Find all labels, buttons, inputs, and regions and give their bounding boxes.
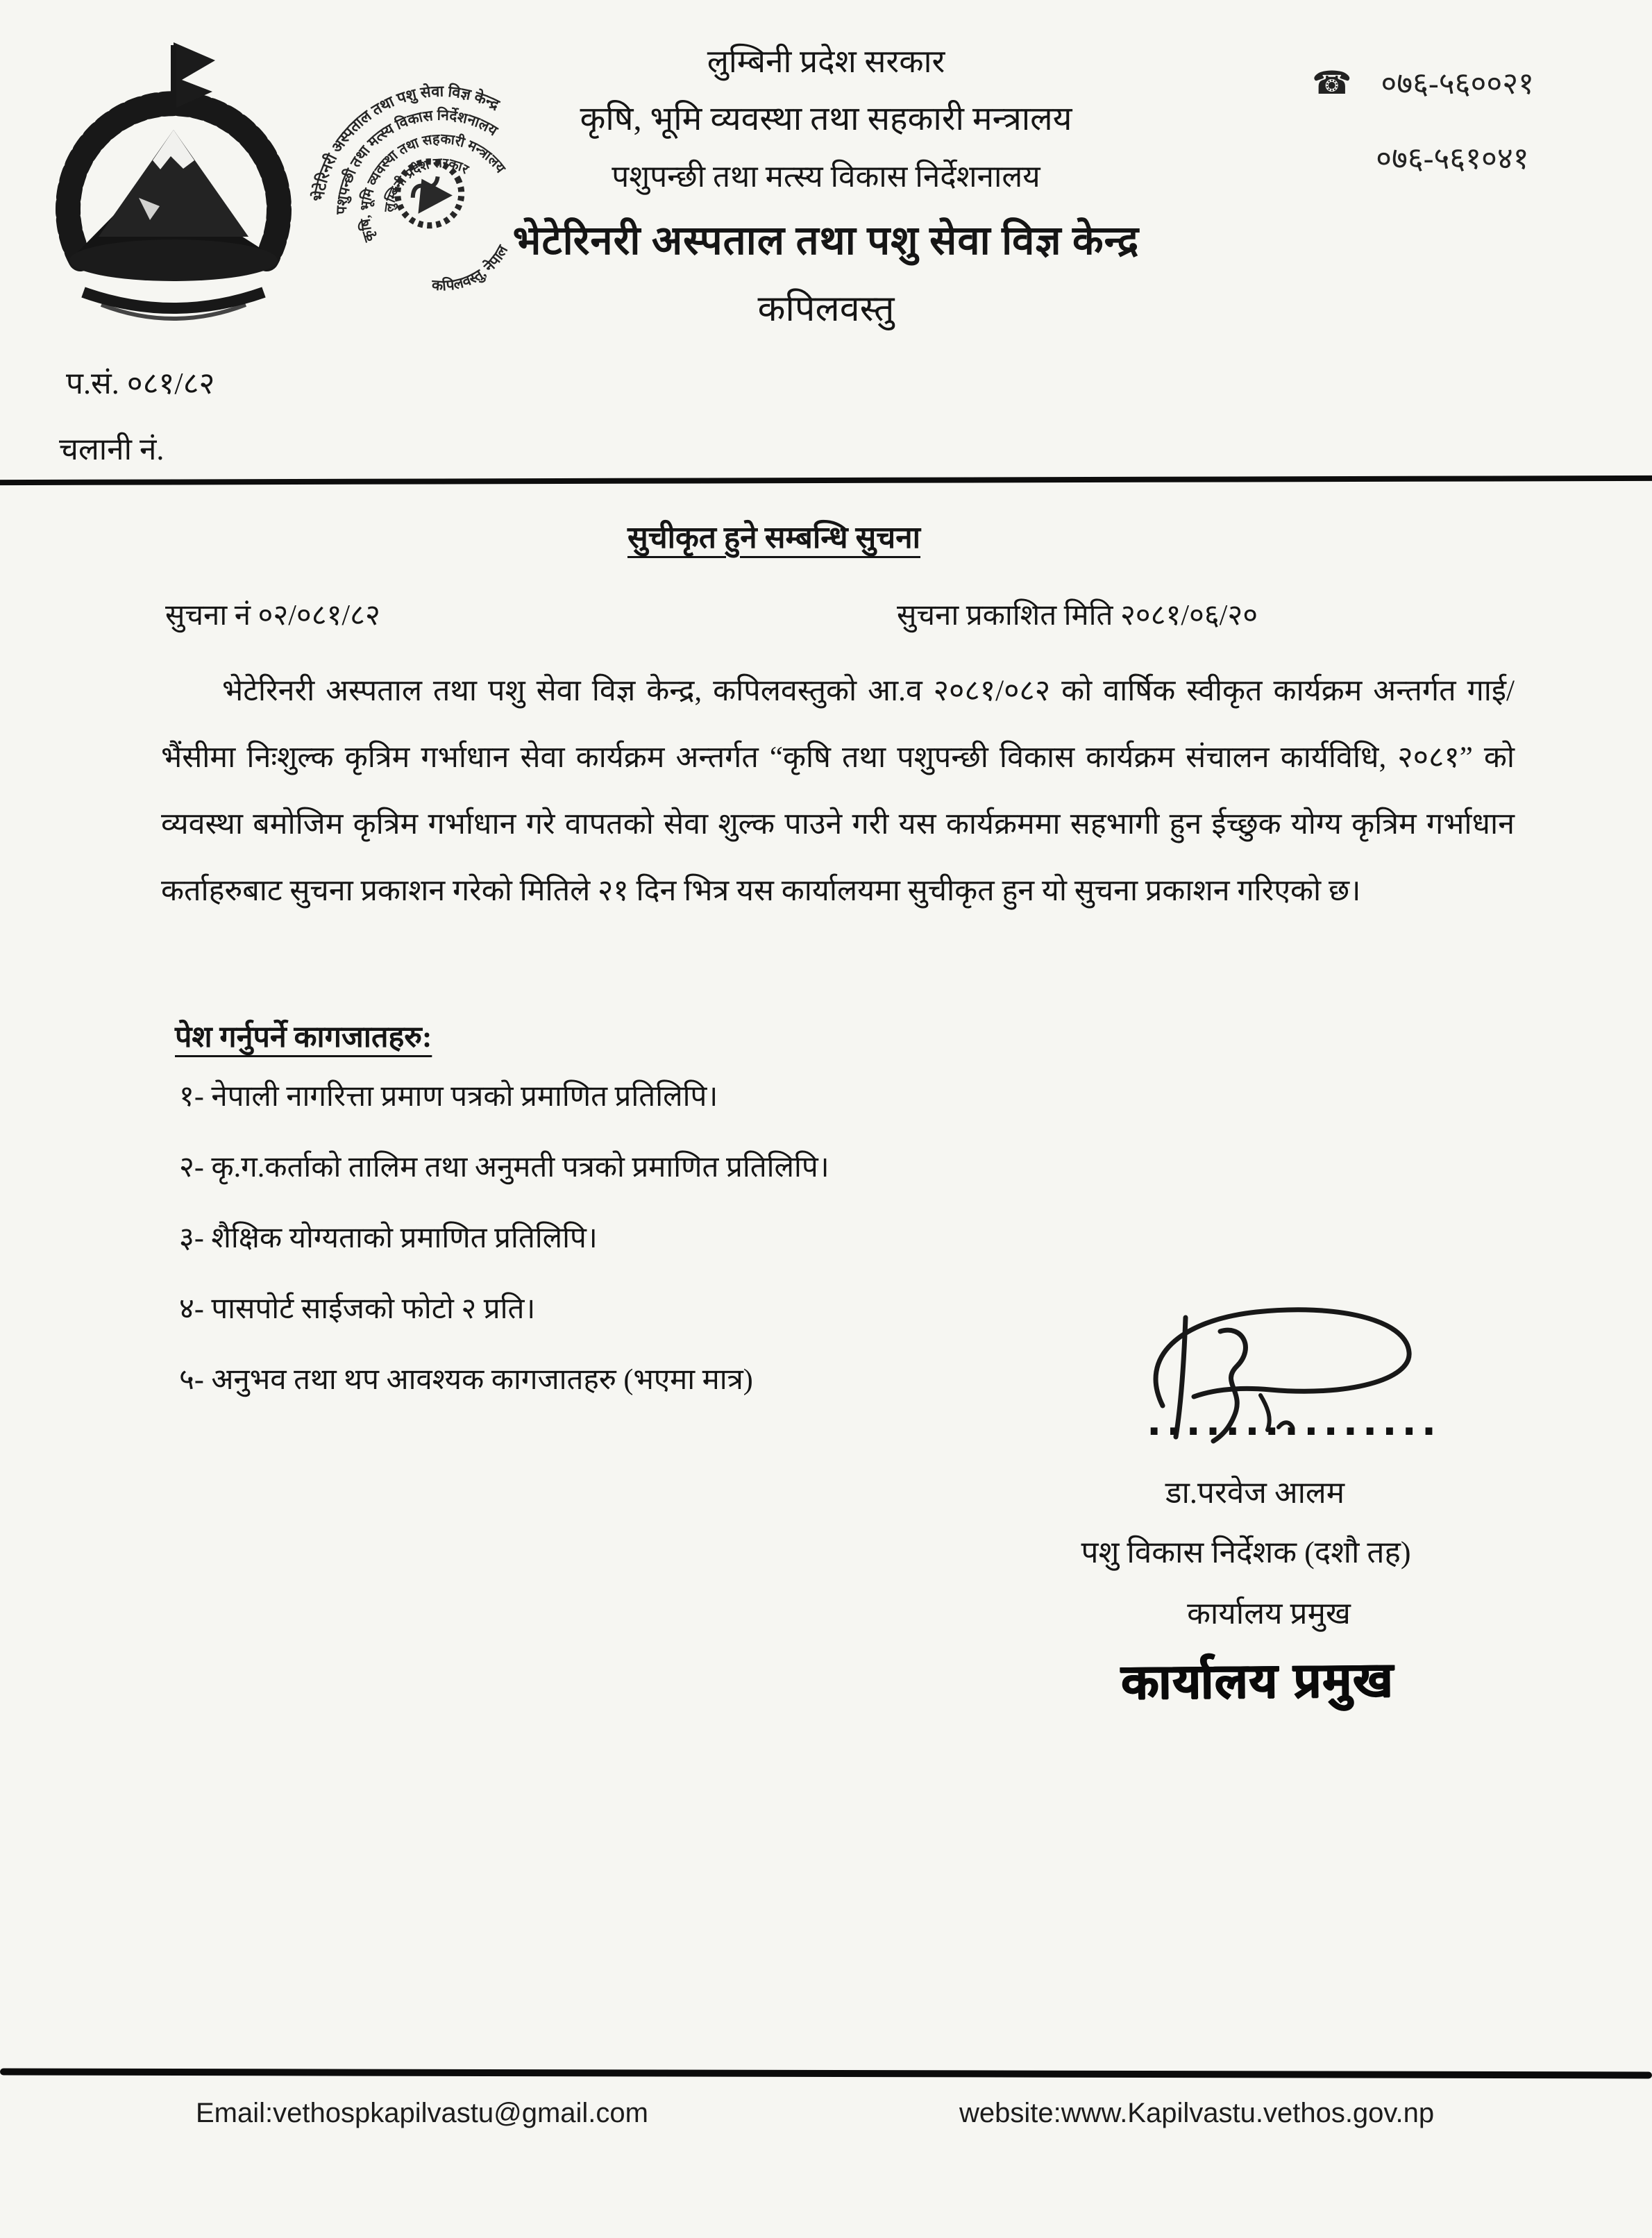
signatory-name: डा.परवेज आलम — [1165, 1476, 1345, 1510]
notice-number: सुचना नं ०२/०८१/८२ — [165, 600, 380, 632]
notice-body-paragraph: भेटेरिनरी अस्पताल तथा पशु सेवा विज्ञ केन्द्र, कपिलवस्तुको आ.व २०८१/०८२ को वार्षिक स्वीकृत कार्यक्रम अन्तर्गत गाई/भैंसीमा निःशुल्क कृत्रिम गर्भाधान सेवा कार्यक्रम अन्तर्गत “कृषि तथा पशुपन्छी विकास कार्यक्रम संचालन कार्यविधि, २०८१” को व्यवस्था बमोजिम कृत्रिम गर्भाधान गरे वापतको सेवा शुल्क पाउने गरी यस कार्यक्रममा सहभागी हुन ईच्छुक योग्य कृत्रिम गर्भाधान कर्ताहरुबाट सुचना प्रकाशन गरेको मितिले २१ दिन भित्र यस कार्यालयमा सुचीकृत हुन यो सुचना प्रकाशन गरिएको छ। — [161, 675, 1515, 907]
directorate-line: पशुपन्छी तथा मत्स्य विकास निर्देशनालय — [612, 160, 1040, 194]
signature-dotted-line: ............... — [1147, 1399, 1442, 1445]
header-divider-line — [0, 476, 1652, 485]
footer-divider-line — [0, 2069, 1652, 2079]
stamp-arc4-text: भेटेरिनरी अस्पताल तथा पशु सेवा विज्ञ केन्द्र — [309, 82, 503, 203]
notice-published-date: सुचना प्रकाशित मिति २०८१/०६/२० — [897, 600, 1258, 632]
footer-email: Email:vethospkapilvastu@gmail.com — [196, 2098, 648, 2128]
ministry-line: कृषि, भूमि व्यवस्था तथा सहकारी मन्त्रालय — [580, 101, 1072, 137]
stamp-arc2-text: कृषि, भूमि व्यवस्था तथा सहकारी मन्त्रालय — [357, 131, 508, 244]
documents-heading: पेश गर्नुपर्ने कागजातहरु: — [175, 1021, 432, 1054]
stamp-arc1-text: लुम्बिनी प्रदेश सरकार — [382, 155, 471, 213]
signatory-designation: पशु विकास निर्देशक (दशौ तह) — [1081, 1536, 1411, 1570]
stamp-arc3-text: पशुपन्छी तथा मत्स्य विकास निर्देशनालय — [332, 106, 501, 215]
dispatch-number-label: चलानी नं. — [59, 432, 165, 466]
government-line: लुम्बिनी प्रदेश सरकार — [707, 44, 945, 79]
signatory-role: कार्यालय प्रमुख — [1187, 1597, 1351, 1631]
list-item: ५- अनुभव तथा थप आवश्यक कागजातहरु (भएमा मात्र) — [179, 1364, 753, 1396]
office-chief-ink-stamp: कार्यालय प्रमुख — [1121, 1652, 1394, 1709]
notice-title: सुचीकृत हुने सम्बन्धि सुचना — [627, 521, 921, 555]
district-line: कपिलवस्तु — [757, 289, 895, 329]
office-name-line: भेटेरिनरी अस्पताल तथा पशु सेवा विज्ञ केन्द्र — [512, 218, 1140, 263]
phone-number-1: ०७६-५६००२१ — [1381, 67, 1534, 101]
stamp-arc5-text: कपिलवस्तु, नेपाल — [431, 242, 512, 294]
phone-icon: ☎ — [1312, 65, 1352, 101]
reference-number: प.सं. ०८१/८२ — [66, 367, 215, 401]
phone-number-2: ०७६-५६१०४१ — [1376, 142, 1529, 176]
list-item: ३- शैक्षिक योग्यताको प्रमाणित प्रतिलिपि। — [179, 1222, 598, 1254]
list-item: १- नेपाली नागरित्ता प्रमाण पत्रको प्रमाणित प्रतिलिपि। — [179, 1081, 718, 1113]
documents-list — [179, 1080, 829, 1434]
list-item: ४- पासपोर्ट साईजको फोटो २ प्रति। — [179, 1293, 536, 1325]
list-item: २- कृ.ग.कर्ताको तालिम तथा अनुमती पत्रको प्रमाणित प्रतिलिपि। — [179, 1152, 829, 1184]
footer-website: website:www.Kapilvastu.vethos.gov.np — [959, 2098, 1435, 2128]
phone-block — [1312, 61, 1534, 178]
